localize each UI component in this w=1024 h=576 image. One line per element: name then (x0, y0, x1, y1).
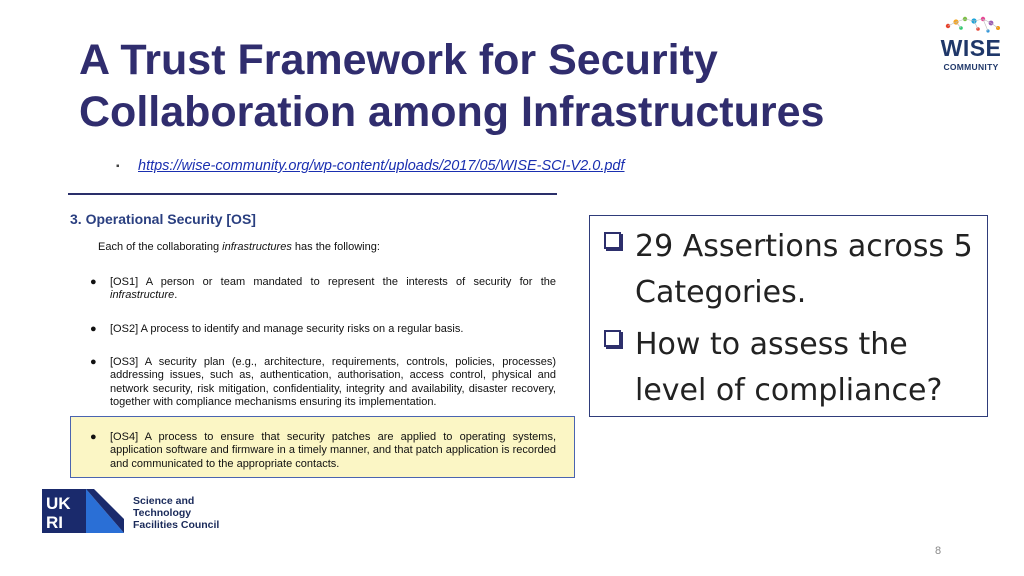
svg-text:UK: UK (46, 494, 71, 513)
reference-link-row (116, 156, 625, 176)
bullet-dot-icon: ● (90, 356, 97, 368)
ukri-logo (42, 489, 86, 533)
bullet-dot-icon: ● (90, 323, 97, 335)
section-heading: 3. Operational Security [OS] (70, 211, 256, 227)
section-intro: Each of the collaborating infrastructures has the following: (98, 241, 380, 253)
assertion-item-2 (604, 322, 975, 414)
checkbox-bullet-icon (604, 330, 621, 347)
svg-text:RI: RI (46, 513, 63, 532)
slide-title (79, 34, 919, 138)
assertions-box (589, 215, 988, 417)
assertion-text-2: How to assess the level of compliance? (635, 327, 943, 408)
stfc-diagonal-icon (86, 489, 124, 533)
slide-title-line-2: Collaboration among Infrastructures (79, 88, 825, 136)
assertion-text-1: 29 Assertions across 5 Categories. (635, 229, 973, 310)
stfc-name: Science and Technology Facilities Council (133, 495, 220, 531)
checkbox-bullet-icon (604, 232, 621, 249)
wise-sci-pdf-link[interactable]: https://wise-community.org/wp-content/uploads/2017/05/WISE-SCI-V2.0.pdf (138, 158, 625, 174)
wise-logo-subtitle: COMMUNITY (943, 62, 999, 72)
assertion-item-1 (604, 224, 975, 316)
bullet-dot-icon: ● (90, 431, 97, 443)
divider-line (68, 193, 557, 195)
wise-logo-word: WISE (940, 35, 1002, 61)
page-number: 8 (935, 545, 942, 557)
bullet-dot-icon: ● (90, 276, 97, 288)
slide-title-line-1: A Trust Framework for Security (79, 36, 718, 84)
square-bullet-icon: ▪ (116, 160, 120, 172)
